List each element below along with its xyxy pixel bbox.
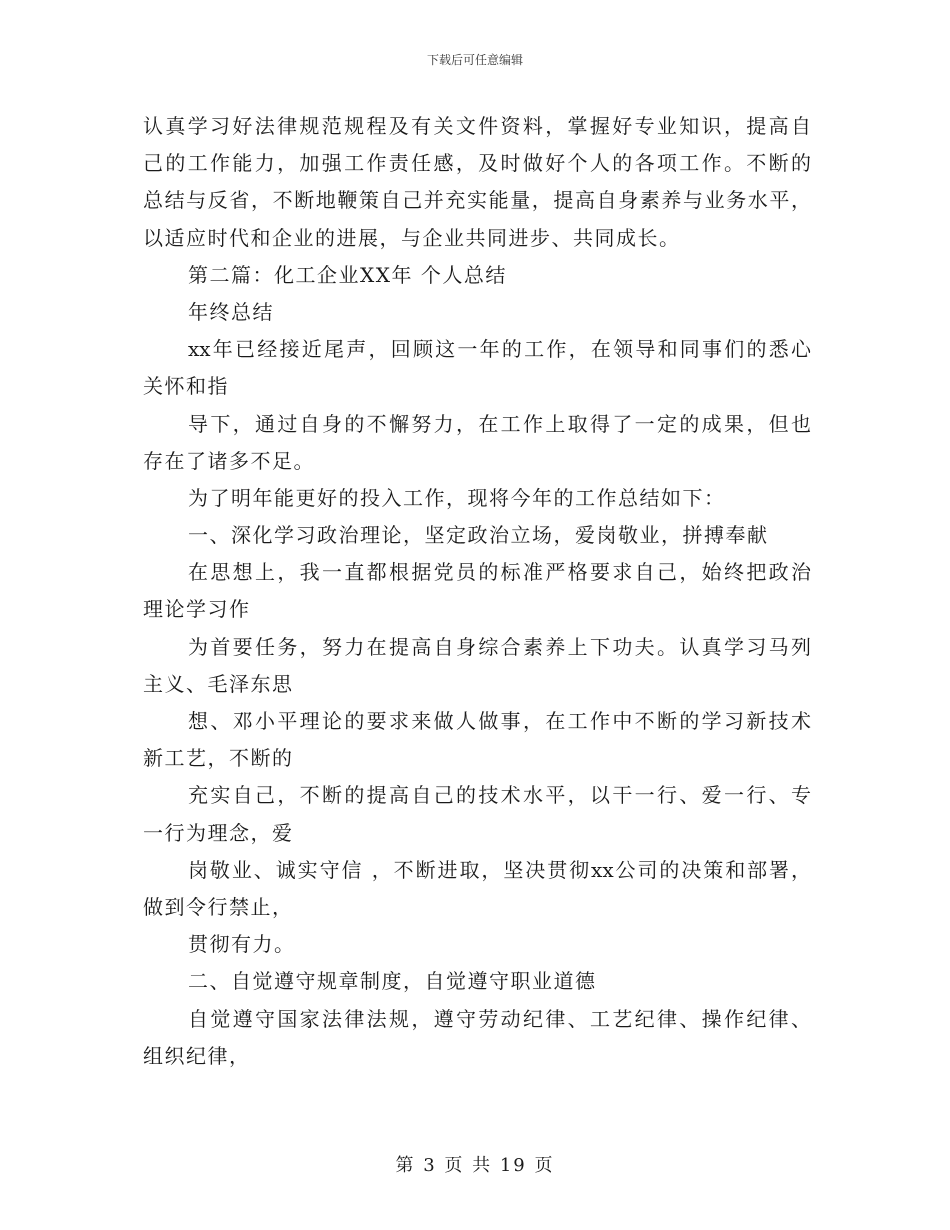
document-body bbox=[143, 108, 811, 1075]
list-item-heading: 二、自觉遵守规章制度，自觉遵守职业道德 bbox=[188, 969, 597, 994]
page-number: 第 3 页 共 19 页 bbox=[395, 1155, 555, 1176]
section-subheading: 年终总结 bbox=[188, 299, 274, 324]
text-line: 在思想上，我一直都根据党员的标准严格要求自己，始终把政治 bbox=[188, 560, 811, 585]
text-line: 导下，通过自身的不懈努力，在工作上取得了一定的成果，但也 bbox=[188, 411, 811, 436]
text-line: 岗敬业、诚实守信 ，不断进取，坚决贯彻xx公司的决策和部署， bbox=[188, 857, 811, 882]
text-line: 贯彻有力。 bbox=[188, 932, 296, 957]
list-item-heading: 一、深化学习政治理论，坚定政治立场，爱岗敬业，拼搏奉献 bbox=[188, 523, 769, 548]
text-line: 做到令行禁止， bbox=[143, 894, 294, 919]
page-header: 下载后可任意编辑 bbox=[426, 53, 523, 67]
text-line: 新工艺，不断的 bbox=[143, 746, 294, 771]
text-line: 总结与反省，不断地鞭策自己并充实能量，提高自身素养与业务水平， bbox=[143, 188, 811, 213]
text-line: 为首要任务，努力在提高自身综合素养上下功夫。认真学习马列 bbox=[188, 634, 811, 659]
text-line: 组织纪律， bbox=[143, 1043, 251, 1068]
text-line: 为了明年能更好的投入工作，现将今年的工作总结如下： bbox=[188, 485, 726, 510]
text-line: 关怀和指 bbox=[143, 374, 229, 399]
text-line: xx年已经接近尾声，回顾这一年的工作，在领导和同事们的悉心 bbox=[188, 337, 811, 362]
text-line: 自觉遵守国家法律法规，遵守劳动纪律、工艺纪律、操作纪律、 bbox=[188, 1006, 811, 1031]
section-heading: 第二篇：化工企业XX年 个人总结 bbox=[188, 262, 507, 287]
text-line: 充实自己，不断的提高自己的技术水平，以干一行、爱一行、专 bbox=[188, 783, 811, 808]
text-line: 以适应时代和企业的进展，与企业共同进步、共同成长。 bbox=[143, 225, 681, 250]
text-line: 理论学习作 bbox=[143, 597, 251, 622]
text-line: 认真学习好法律规范规程及有关文件资料，掌握好专业知识，提高自 bbox=[143, 114, 811, 138]
text-line: 主义、毛泽东思 bbox=[143, 671, 294, 696]
text-line: 己的工作能力，加强工作责任感，及时做好个人的各项工作。不断的 bbox=[143, 151, 811, 176]
text-line: 想、邓小平理论的要求来做人做事，在工作中不断的学习新技术 bbox=[188, 709, 811, 733]
text-line: 一行为理念，爱 bbox=[143, 820, 294, 845]
text-line: 存在了诸多不足。 bbox=[143, 448, 315, 473]
